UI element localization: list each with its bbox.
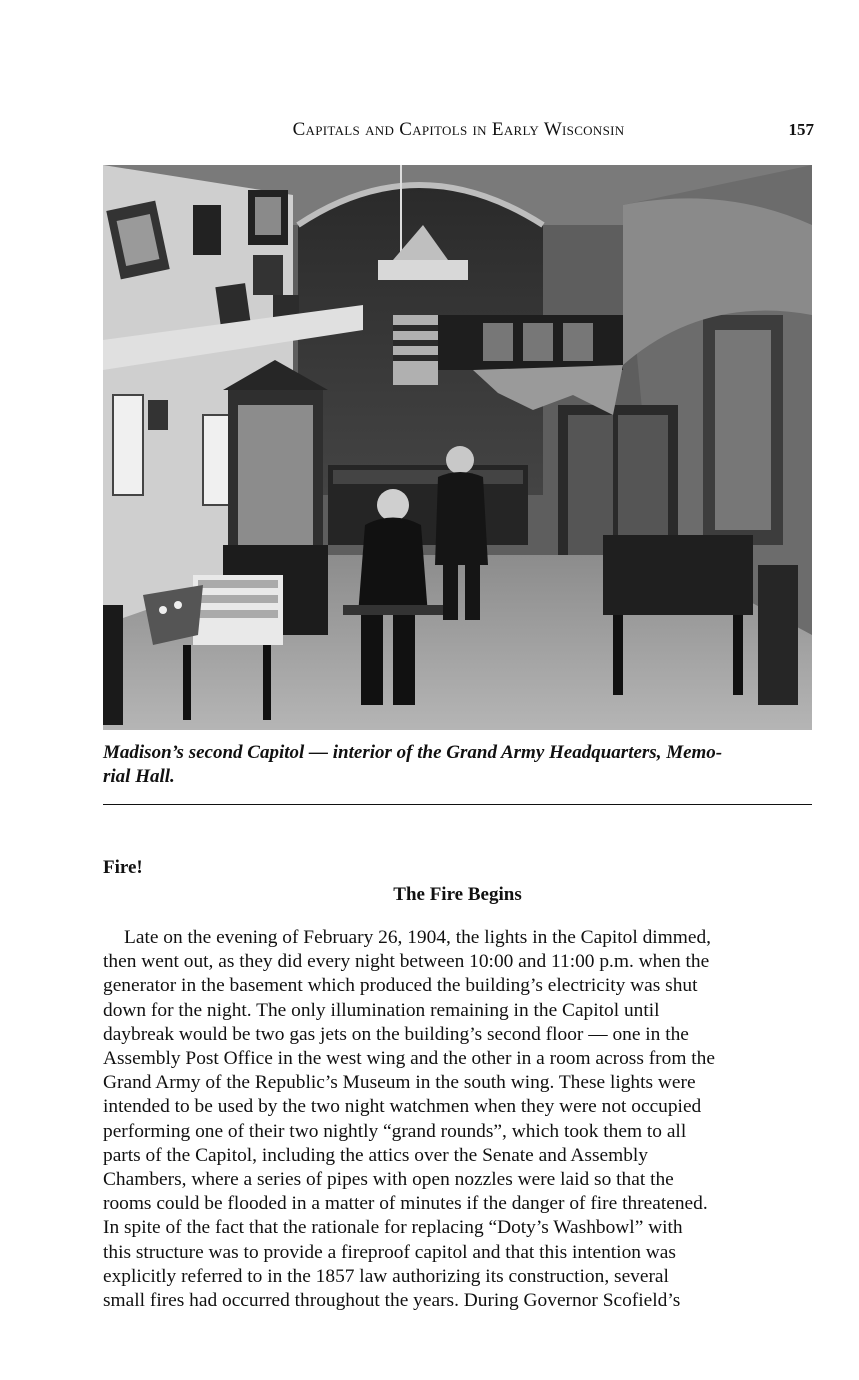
historical-photograph bbox=[103, 165, 812, 730]
body-line: down for the night. The only illumination remaining in the Capitol until bbox=[103, 999, 660, 1021]
body-line: this structure was to provide a fireproof capitol and that this intention was bbox=[103, 1241, 676, 1263]
body-line: explicitly referred to in the 1857 law authorizing its construction, several bbox=[103, 1265, 669, 1287]
section-label: Fire! bbox=[103, 857, 143, 878]
running-title: Capitals and Capitols in Early Wisconsin bbox=[292, 119, 625, 140]
body-line: parts of the Capitol, including the attics over the Senate and Assembly bbox=[103, 1144, 648, 1166]
caption-divider bbox=[103, 804, 812, 805]
body-line: daybreak would be two gas jets on the building’s second floor — one in the bbox=[103, 1023, 689, 1045]
body-line: intended to be used by the two night watchmen when they were not occupied bbox=[103, 1096, 702, 1118]
body-line: small fires had occurred throughout the years. During Governor Scofield’s bbox=[103, 1290, 681, 1312]
subheading: The Fire Begins bbox=[393, 884, 522, 905]
body-line: Assembly Post Office in the west wing and the other in a room across from the bbox=[103, 1048, 715, 1070]
figure-caption bbox=[103, 741, 812, 789]
body-text bbox=[103, 926, 812, 1313]
body-line: then went out, as they did every night between 10:00 and 11:00 p.m. when the bbox=[103, 951, 710, 973]
caption-line: rial Hall. bbox=[103, 766, 175, 787]
photo-illustration bbox=[103, 165, 812, 730]
page-number: 157 bbox=[788, 120, 814, 139]
body-line: performing one of their two nightly “grand rounds”, which took them to all bbox=[103, 1120, 687, 1142]
body-line: Grand Army of the Republic’s Museum in the south wing. These lights were bbox=[103, 1072, 696, 1094]
body-line: rooms could be flooded in a matter of minutes if the danger of fire threatened. bbox=[103, 1193, 708, 1215]
body-line: Chambers, where a series of pipes with open nozzles were laid so that the bbox=[103, 1169, 674, 1191]
caption-line: Madison’s second Capitol — interior of the Grand Army Headquarters, Memo- bbox=[103, 742, 723, 763]
body-line: Late on the evening of February 26, 1904, the lights in the Capitol dimmed, bbox=[124, 927, 711, 948]
body-line: generator in the basement which produced the building’s electricity was shut bbox=[103, 975, 698, 997]
running-head bbox=[103, 119, 814, 145]
body-line: In spite of the fact that the rationale for replacing “Doty’s Washbowl” with bbox=[103, 1217, 683, 1239]
